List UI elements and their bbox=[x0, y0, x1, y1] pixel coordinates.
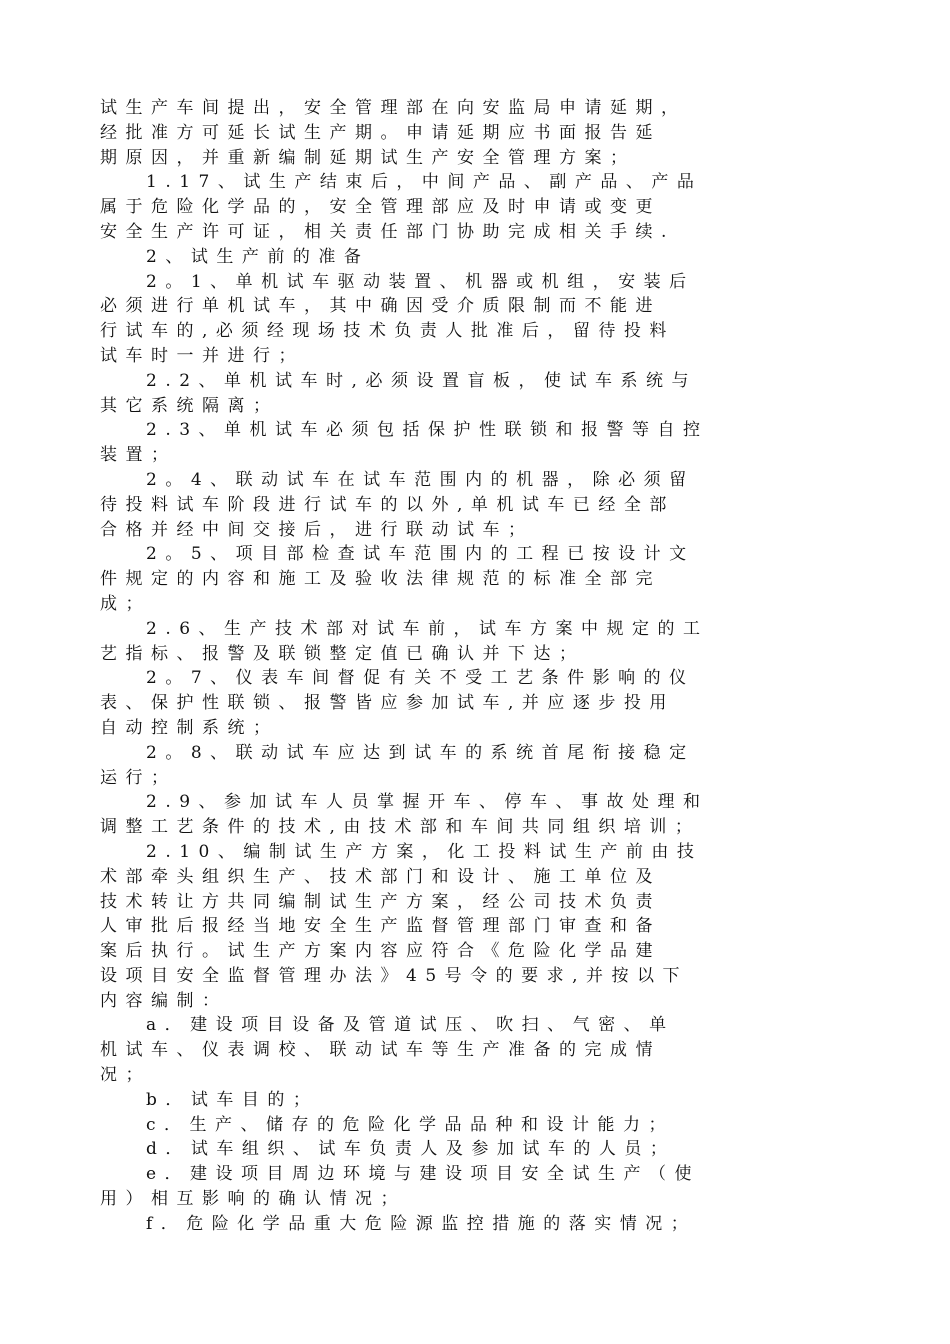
text-line: 表、保护性联锁、报警皆应参加试车,并应逐步投用 bbox=[100, 693, 675, 714]
text-line: 2。7、仪表车间督促有关不受工艺条件影响的仪 bbox=[146, 668, 695, 689]
text-line: 2。4、联动试车在试车范围内的机器，除必须留 bbox=[146, 469, 695, 490]
text-line: 运行； bbox=[100, 767, 177, 788]
text-line: 必须进行单机试车，其中确因受介质限制而不能进 bbox=[100, 296, 661, 317]
text-line: 件规定的内容和施工及验收法律规范的标准全部完 bbox=[100, 569, 661, 590]
text-line: 2.3、单机试车必须包括保护性联锁和报警等自控 bbox=[146, 420, 709, 441]
text-line: a．建设项目设备及管道试压、吹扫、气密、单 bbox=[146, 1015, 675, 1036]
text-line: 安全生产许可证，相关责任部门协助完成相关手续. bbox=[100, 221, 675, 242]
text-line: 试车时一并进行； bbox=[100, 345, 304, 366]
text-line: 成； bbox=[100, 593, 151, 614]
text-line: 2。1、单机试车驱动装置、机器或机组，安装后 bbox=[146, 271, 695, 292]
text-line: b．试车目的； bbox=[146, 1089, 319, 1110]
text-line: 机试车、仪表调校、联动试车等生产准备的完成情 bbox=[100, 1040, 661, 1061]
text-line: 设项目安全监督管理办法》45号令的要求,并按以下 bbox=[100, 965, 689, 986]
text-line: 2.9、参加试车人员掌握开车、停车、事故处理和 bbox=[146, 792, 709, 813]
text-line: d．试车组织、试车负责人及参加试车的人员； bbox=[146, 1139, 676, 1160]
text-line: 2.10、编制试生产方案，化工投料试生产前由技 bbox=[146, 841, 703, 862]
text-line: c．生产、储存的危险化学品品种和设计能力； bbox=[146, 1114, 675, 1135]
text-line: 自动控制系统； bbox=[100, 717, 279, 738]
text-line: 属于危险化学品的，安全管理部应及时申请或变更 bbox=[100, 197, 661, 218]
text-line: 期原因，并重新编制延期试生产安全管理方案； bbox=[100, 147, 636, 168]
text-line: 经批准方可延长试生产期。申请延期应书面报告延 bbox=[100, 122, 661, 143]
text-line: 况； bbox=[100, 1065, 151, 1086]
text-line: 内容编制： bbox=[100, 990, 228, 1011]
text-line: f．危险化学品重大危险源监控措施的落实情况； bbox=[146, 1213, 697, 1234]
text-line: 人审批后报经当地安全生产监督管理部门审查和备 bbox=[100, 916, 661, 937]
document-body bbox=[100, 96, 860, 1237]
text-line: 术部牵头组织生产、技术部门和设计、施工单位及 bbox=[100, 866, 661, 887]
text-line: 1.17、试生产结束后，中间产品、副产品、产品 bbox=[146, 172, 703, 193]
text-line: 艺指标、报警及联锁整定值已确认并下达； bbox=[100, 643, 585, 664]
text-line: 调整工艺条件的技术,由技术部和车间共同组织培训； bbox=[100, 817, 701, 838]
text-line: 用）相互影响的确认情况； bbox=[100, 1189, 406, 1210]
text-line: 待投料试车阶段进行试车的以外,单机试车已经全部 bbox=[100, 494, 675, 515]
text-line: 2、试生产前的准备 bbox=[146, 246, 370, 267]
text-line: 2。8、联动试车应达到试车的系统首尾衔接稳定 bbox=[146, 742, 695, 763]
text-line: 试生产车间提出，安全管理部在向安监局申请延期， bbox=[100, 98, 687, 118]
text-line: 技术转让方共同编制试生产方案，经公司技术负责 bbox=[100, 891, 661, 912]
text-line: 2.6、生产技术部对试车前，试车方案中规定的工 bbox=[146, 618, 709, 639]
text-line: e．建设项目周边环境与建设项目安全试生产（使 bbox=[146, 1164, 701, 1185]
text-line: 2。5、项目部检查试车范围内的工程已按设计文 bbox=[146, 544, 695, 565]
text-line: 合格并经中间交接后，进行联动试车； bbox=[100, 519, 534, 540]
text-line: 2.2、单机试车时,必须设置盲板，使试车系统与 bbox=[146, 370, 697, 391]
text-line: 案后执行。试生产方案内容应符合《危险化学品建 bbox=[100, 941, 661, 962]
text-line: 装置； bbox=[100, 445, 177, 466]
text-line: 行试车的,必须经现场技术负责人批准后，留待投料 bbox=[100, 321, 675, 342]
text-line: 其它系统隔离； bbox=[100, 395, 279, 416]
